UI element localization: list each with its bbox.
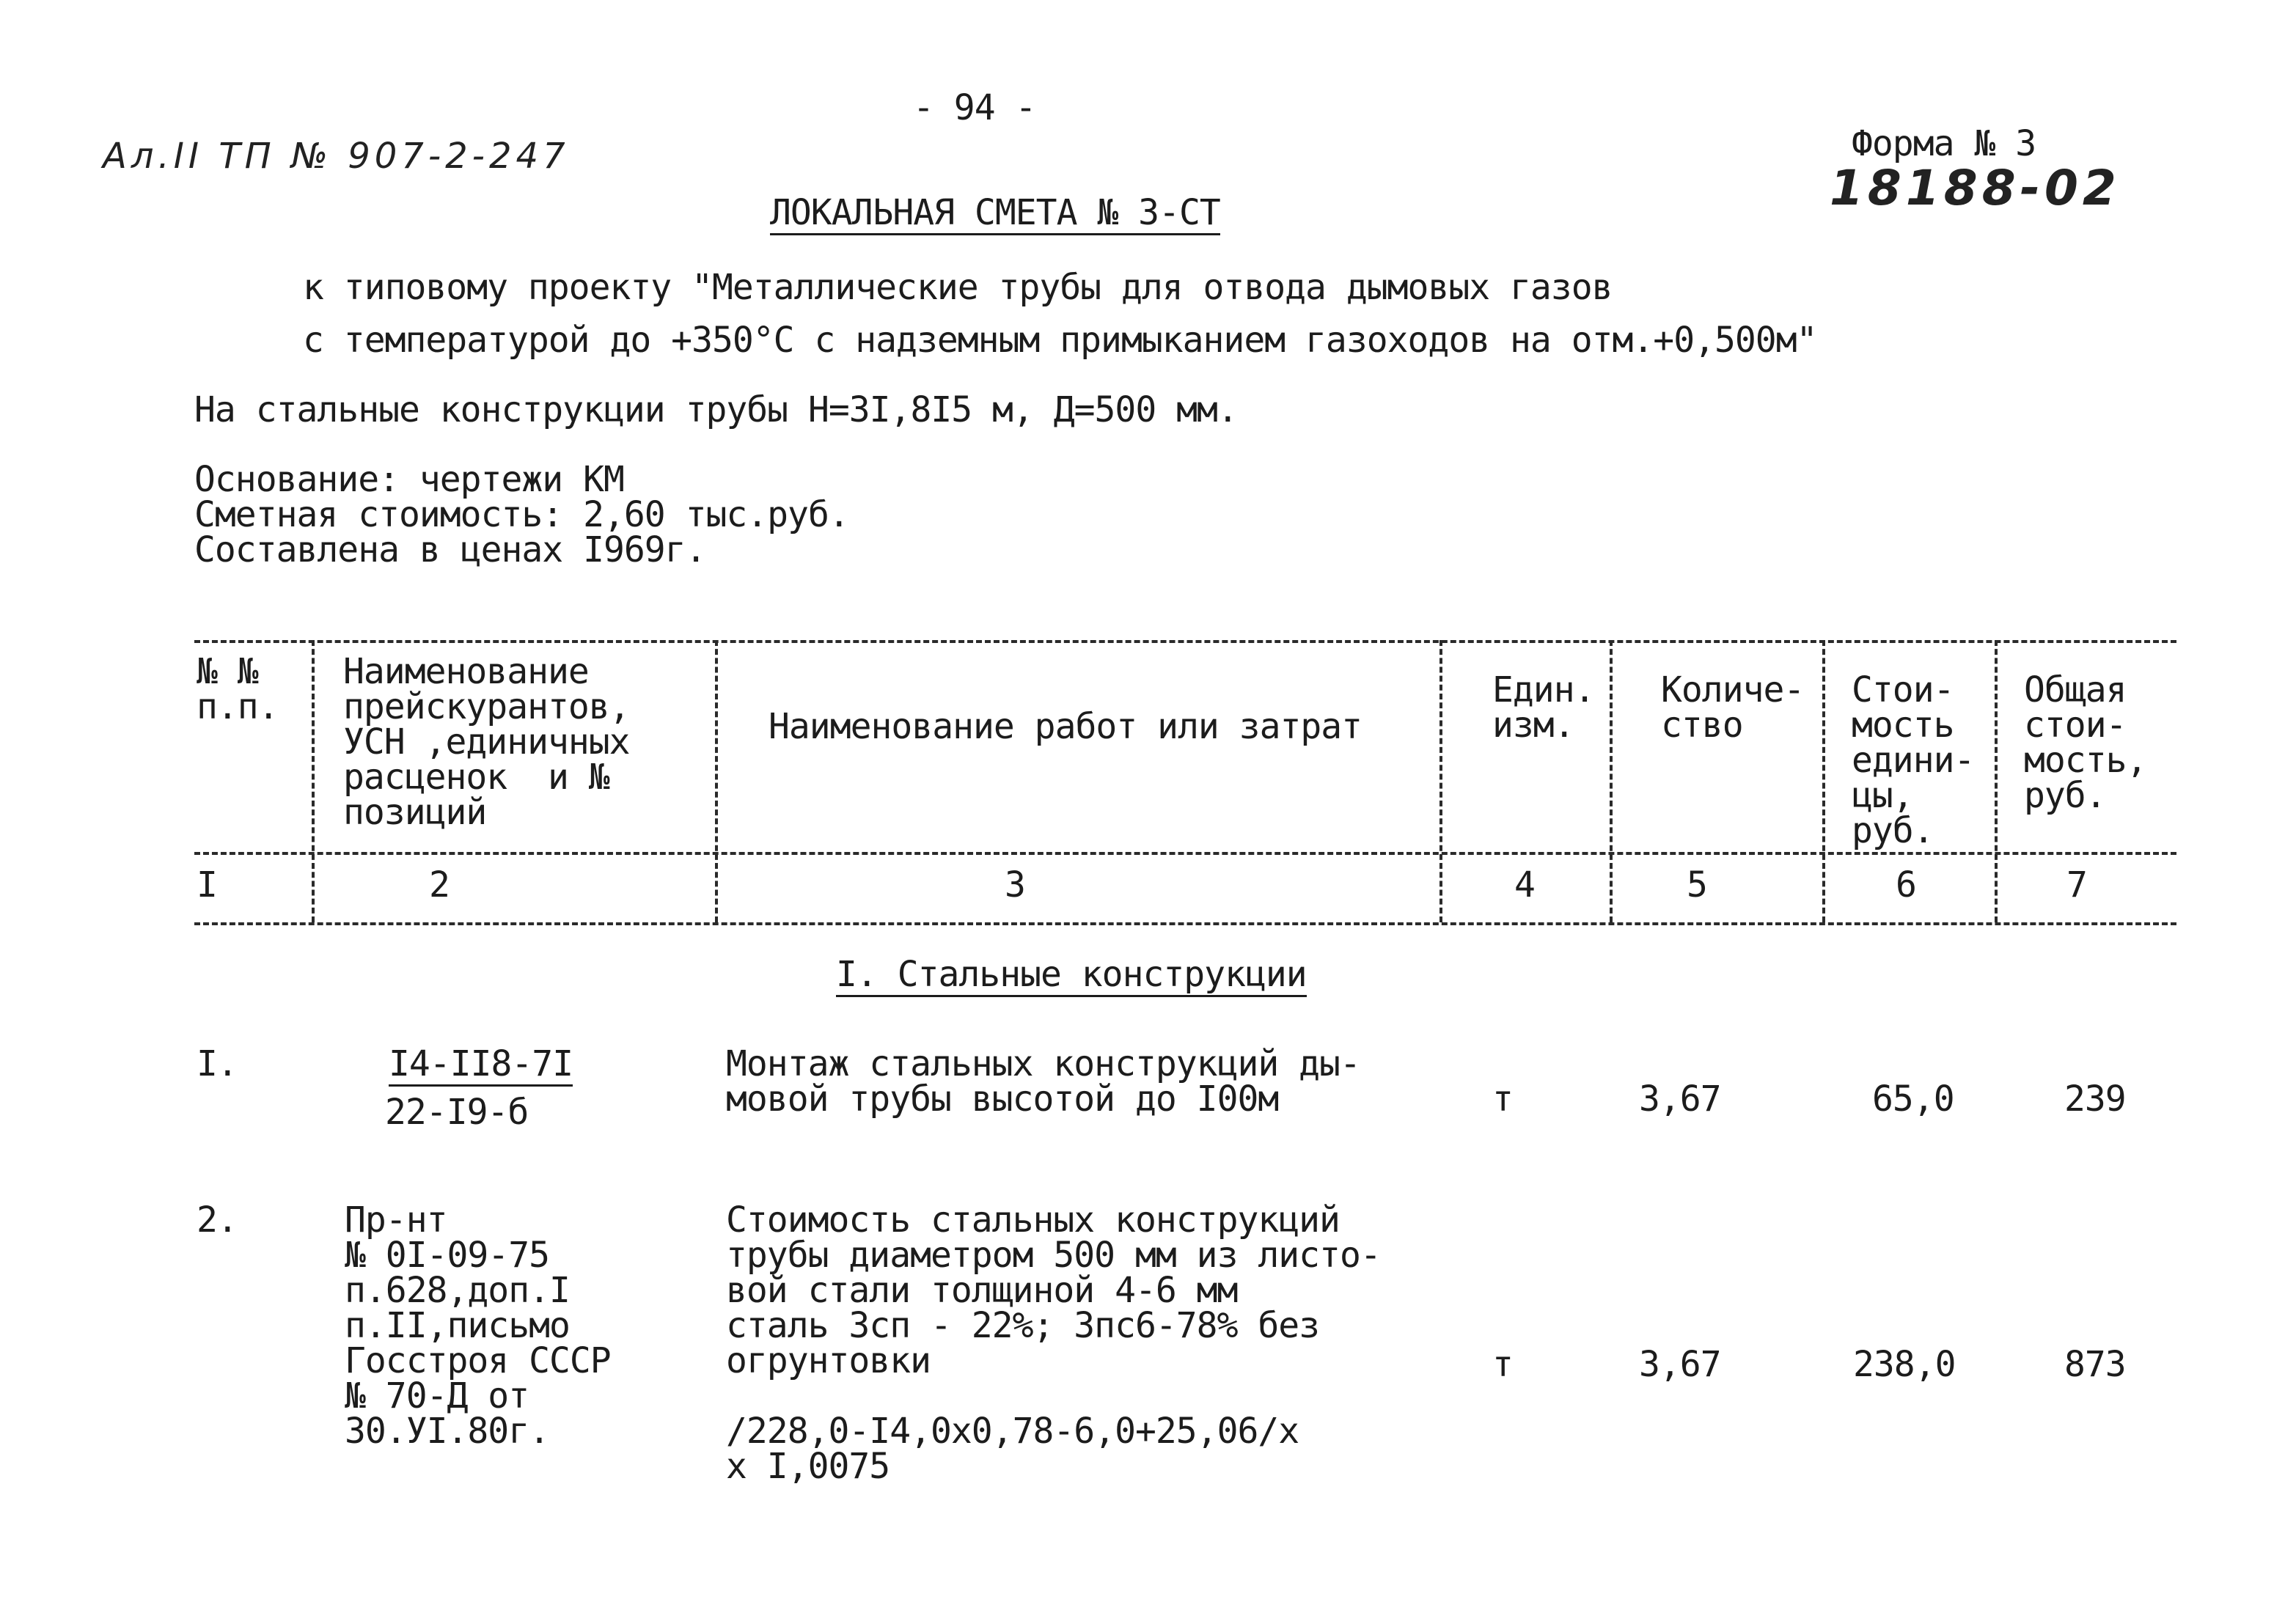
column-divider — [1610, 640, 1613, 922]
row-2-unit-cost: 238,0 — [1853, 1344, 1956, 1385]
row-1-number: I. — [197, 1043, 238, 1084]
column-number-1: I — [197, 864, 217, 905]
row-2-code: Пр-нт № 0I-09-75 п.628,доп.I п.II,письмо Госстроя СССР № 70-Д от 30.УI.80г. — [345, 1199, 611, 1452]
header-work-name: Наименование работ или затрат — [769, 706, 1362, 747]
handwritten-doc-number: 18188-02 — [1830, 160, 2121, 216]
header-quantity: Количе- ство — [1661, 669, 1805, 746]
row-2-number: 2. — [197, 1199, 238, 1241]
column-number-3: 3 — [1005, 864, 1025, 905]
column-divider — [715, 640, 718, 922]
subtitle-line-2: с температурой до +350°С с надземным примыканием газоходов на отм.+0,500м" — [303, 320, 1817, 361]
column-number-6: 6 — [1896, 864, 1916, 905]
row-2-unit: т — [1492, 1344, 1513, 1385]
column-number-5: 5 — [1687, 864, 1707, 905]
document-title: ЛОКАЛЬНАЯ СМЕТА № 3-СТ — [770, 195, 1220, 235]
column-number-7: 7 — [2066, 864, 2087, 905]
row-1-unit-cost: 65,0 — [1872, 1079, 1954, 1120]
scope-line: На стальные конструкции трубы Н=3I,8I5 м, Д=500 мм. — [194, 389, 1238, 430]
page-number: - 94 - — [913, 87, 1036, 128]
header-pricelist-name: Наименование прейскурантов, УСН ,единичных расценок и № позиций — [343, 651, 630, 833]
column-divider — [312, 640, 315, 922]
section-title: I. Стальные конструкции — [836, 957, 1307, 997]
row-1-work: Монтаж стальных конструкций ды- мовой трубы высотой до I00м — [726, 1043, 1360, 1120]
handwritten-project-code: Ал.II ТП № 907-2-247 — [103, 136, 570, 177]
column-divider — [1822, 640, 1825, 922]
column-divider — [1439, 640, 1442, 922]
column-number-4: 4 — [1514, 864, 1535, 905]
form-label: Форма № 3 — [1852, 123, 2036, 164]
row-1-code-top: I4-II8-7I — [389, 1046, 573, 1087]
row-1-quantity: 3,67 — [1639, 1079, 1721, 1120]
row-1-unit: т — [1492, 1079, 1513, 1120]
row-1-code-bottom: 22-I9-б — [385, 1092, 529, 1133]
row-2-work: Стоимость стальных конструкций трубы диаметром 500 мм из листо- вой стали толщиной 4-6 мм сталь 3сп - 22%; 3пс6-78% без огрунтовки — [726, 1199, 1381, 1381]
prices-year-line: Составлена в ценах I969г. — [194, 529, 706, 570]
row-2-total: 873 — [2064, 1344, 2126, 1385]
estimated-cost-line: Сметная стоимость: 2,60 тыс.руб. — [194, 494, 849, 535]
header-total-cost: Общая стои- мость, руб. — [2024, 669, 2147, 816]
subtitle-line-1: к типовому проекту "Металлические трубы для отвода дымовых газов — [303, 267, 1613, 308]
column-divider — [1995, 640, 1998, 922]
row-1-total: 239 — [2064, 1079, 2126, 1120]
header-unit: Един. изм. — [1492, 669, 1595, 746]
basis-line: Основание: чертежи КМ — [194, 459, 624, 500]
header-item-number: № № п.п. — [197, 651, 279, 727]
column-number-2: 2 — [429, 864, 450, 905]
row-2-formula: /228,0-I4,0х0,78-6,0+25,06/х х I,0075 — [726, 1411, 1299, 1487]
header-unit-cost: Стои- мость едини- цы, руб. — [1852, 669, 1975, 851]
table-top-rule — [194, 640, 2176, 643]
row-2-quantity: 3,67 — [1639, 1344, 1721, 1385]
table-header-rule — [194, 852, 2176, 855]
table-numbers-rule — [194, 922, 2176, 925]
